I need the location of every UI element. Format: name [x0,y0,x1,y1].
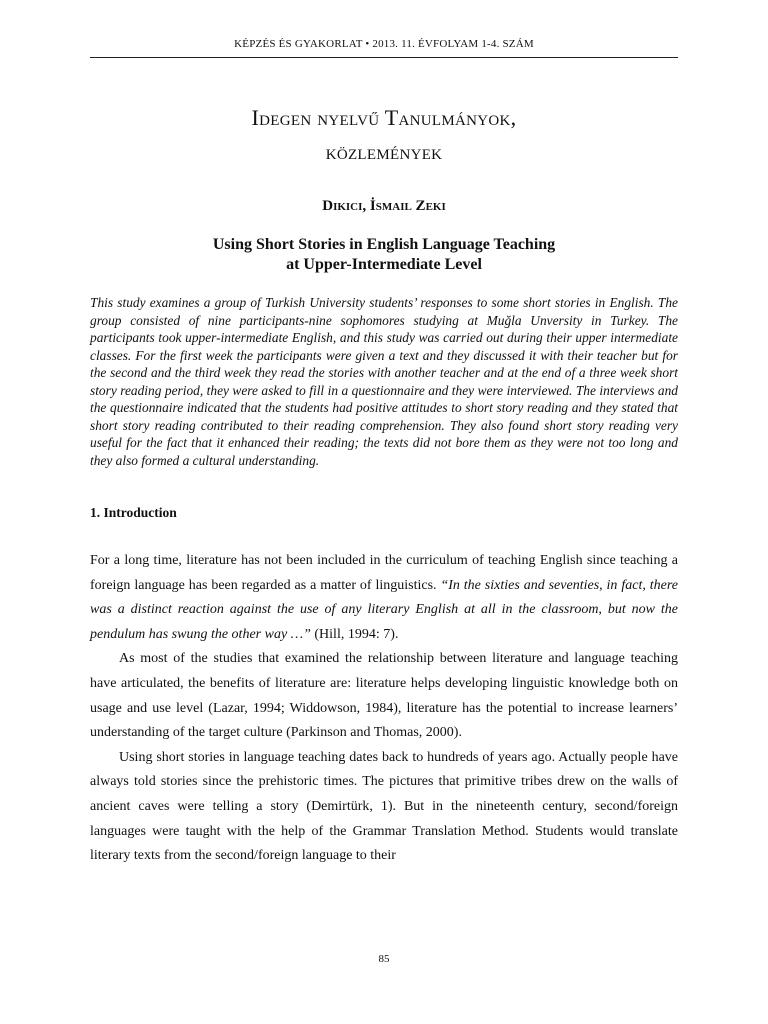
section-title-line-1: Idegen nyelvű Tanulmányok, [251,105,517,130]
paragraph-1-text: For a long time, literature has not been included in the curriculum of teaching English since teaching a foreign language has been regarded as a matter of linguistics. [90,553,678,593]
paragraph-1-quote: “In the sixties and seventies, in fact, there was a distinct reaction against the use of any literary English at all in the classroom, but now the pendulum has swung the other way …” [90,577,678,642]
paragraph-1 [90,549,678,647]
article-title-line-2: at Upper-Intermediate Level [286,256,482,273]
running-header: KÉPZÉS ÉS GYAKORLAT • 2013. 11. ÉVFOLYAM 1-4. SZÁM [234,38,534,50]
header-divider [90,57,678,58]
paragraph-1-citation: (Hill, 1994: 7). [310,626,399,642]
body-text [90,549,678,869]
article-title-line-1: Using Short Stories in English Language Teaching [212,236,556,253]
abstract: This study examines a group of Turkish University students’ responses to some short stories in English. The group consisted of nine participants-nine sophomores studying at Muğla Unversity in Turkey. The participants took upper-intermediate English, and this study was carried out during their upper intermediate classes. For the first week the participants were given a text and they discussed it with their teacher but for the second and the third week they read the stories with another teacher and at the end of a three week short story reading period, they were asked to fill in a questionnaire and they were interviewed. The interviews and the questionnaire indicated that the students had positive attitudes to short story reading and they stated that short story reading contributed to their reading comprehension. They also found short story reading very useful for the fact that it enhanced their reading; the texts did not bore them as they were not too long and they also formed a cultural understanding. [90,295,678,468]
paragraph-2: As most of the studies that examined the relationship between literature and language teaching have articulated, the benefits of literature are: literature helps developing linguistic knowledge both on usage and use level (Lazar, 1994; Widdowson, 1984), literature has the potential to increase learners’ understanding of the target culture (Parkinson and Thomas, 2000). [90,651,678,741]
introduction-heading: 1. Introduction [90,505,177,520]
section-title [90,101,678,169]
section-title-line-2: közlemények [325,139,443,164]
article-title [90,235,678,275]
article-author: Dikici, İsmail Zeki [322,198,446,214]
paragraph-3: Using short stories in language teaching dates back to hundreds of years ago. Actually people have always told stories since the prehistoric times. The pictures that primitive tribes drew on the walls of ancient caves were telling a story (Demirtürk, 1). But in the nineteenth century, second/foreign languages were taught with the help of the Grammar Translation Method. Students would translate literary texts from the second/foreign language to their [90,749,678,864]
page-number: 85 [378,953,390,965]
